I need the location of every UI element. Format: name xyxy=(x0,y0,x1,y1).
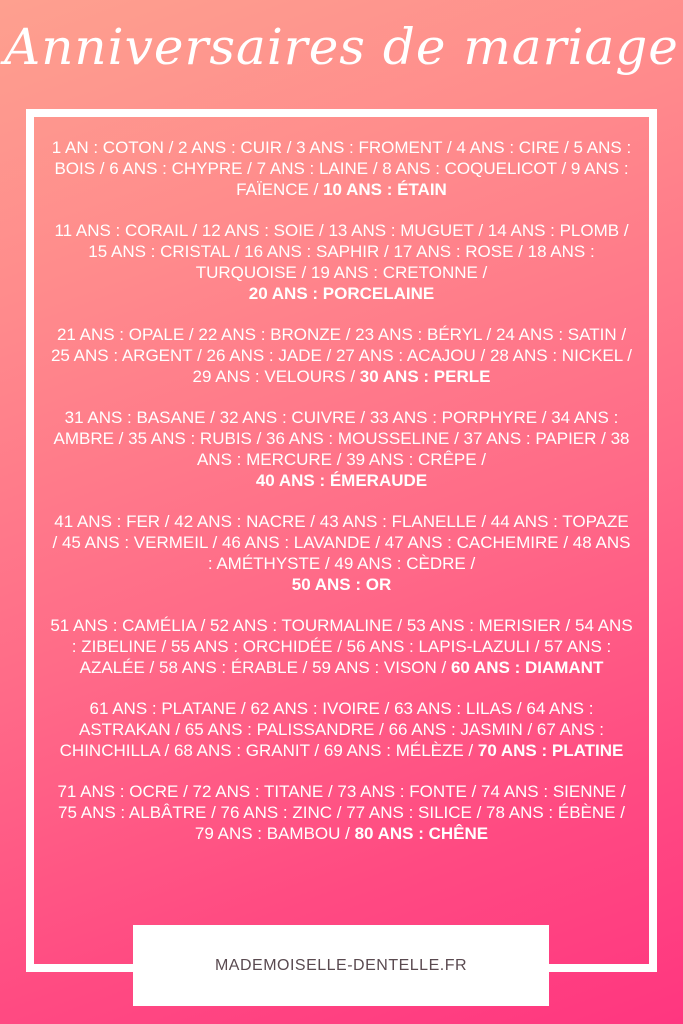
decade-paragraph xyxy=(50,615,633,678)
milestone-anniversary: 10 ANS : ÉTAIN xyxy=(323,180,447,199)
decade-paragraph xyxy=(50,220,633,304)
milestone-anniversary: 80 ANS : CHÊNE xyxy=(354,824,489,843)
anniversary-list xyxy=(50,137,633,864)
anniversary-text: 31 ANS : BASANE / 32 ANS : CUIVRE / 33 ANS : PORPHYRE / 34 ANS : AMBRE / 35 ANS : RUBIS / 36 ANS : MOUSSELINE / 37 ANS : PAPIER / 38 ANS : MERCURE / 39 ANS : CRÊPE / xyxy=(53,408,630,469)
anniversary-text: 41 ANS : FER / 42 ANS : NACRE / 43 ANS : FLANELLE / 44 ANS : TOPAZE / 45 ANS : VERMEIL / 46 ANS : LAVANDE / 47 ANS : CACHEMIRE / 48 ANS : AMÉTHYSTE / 49 ANS : CÈDRE / xyxy=(52,512,631,573)
anniversary-text: 61 ANS : PLATANE / 62 ANS : IVOIRE / 63 ANS : LILAS / 64 ANS : ASTRAKAN / 65 ANS : PALISSANDRE / 66 ANS : JASMIN / 67 ANS : CHINCHILLA / 68 ANS : GRANIT / 69 ANS : MÉLÈZE / xyxy=(59,699,604,760)
decade-paragraph xyxy=(50,781,633,844)
website-url: MADEMOISELLE-DENTELLE.FR xyxy=(214,956,468,974)
website-banner xyxy=(133,925,549,1006)
milestone-anniversary: 40 ANS : ÉMERAUDE xyxy=(255,471,428,490)
decade-paragraph xyxy=(50,407,633,491)
decade-paragraph xyxy=(50,324,633,387)
anniversary-text: 51 ANS : CAMÉLIA / 52 ANS : TOURMALINE / 53 ANS : MERISIER / 54 ANS : ZIBELINE / 55 ANS : ORCHIDÉE / 56 ANS : LAPIS-LAZULI / 57 ANS : AZALÉE / 58 ANS : ÉRABLE / 59 ANS : VISON / xyxy=(50,616,633,677)
milestone-anniversary: 70 ANS : PLATINE xyxy=(477,741,624,760)
decade-paragraph xyxy=(50,511,633,595)
anniversary-text: 1 AN : COTON / 2 ANS : CUIR / 3 ANS : FROMENT / 4 ANS : CIRE / 5 ANS : BOIS / 6 ANS : CHYPRE / 7 ANS : LAINE / 8 ANS : COQUELICOT / 9 ANS : FAÏENCE / xyxy=(51,138,632,199)
anniversary-text: 71 ANS : OCRE / 72 ANS : TITANE / 73 ANS : FONTE / 74 ANS : SIENNE / 75 ANS : ALBÂTRE / 76 ANS : ZINC / 77 ANS : SILICE / 78 ANS : ÉBÈNE / 79 ANS : BAMBOU / xyxy=(57,782,626,843)
milestone-anniversary: 30 ANS : PERLE xyxy=(359,367,491,386)
anniversary-text: 11 ANS : CORAIL / 12 ANS : SOIE / 13 ANS : MUGUET / 14 ANS : PLOMB / 15 ANS : CRISTAL / 16 ANS : SAPHIR / 17 ANS : ROSE / 18 ANS : TURQUOISE / 19 ANS : CRETONNE / xyxy=(54,221,629,282)
decade-paragraph xyxy=(50,137,633,200)
milestone-anniversary: 50 ANS : OR xyxy=(291,575,392,594)
page-title: Anniversaires de mariage xyxy=(4,18,679,76)
milestone-anniversary: 60 ANS : DIAMANT xyxy=(450,658,604,677)
anniversary-text: 21 ANS : OPALE / 22 ANS : BRONZE / 23 ANS : BÉRYL / 24 ANS : SATIN / 25 ANS : ARGENT / 26 ANS : JADE / 27 ANS : ACAJOU / 28 ANS : NICKEL / 29 ANS : VELOURS / xyxy=(50,325,633,386)
decade-paragraph xyxy=(50,698,633,761)
milestone-anniversary: 20 ANS : PORCELAINE xyxy=(248,284,435,303)
